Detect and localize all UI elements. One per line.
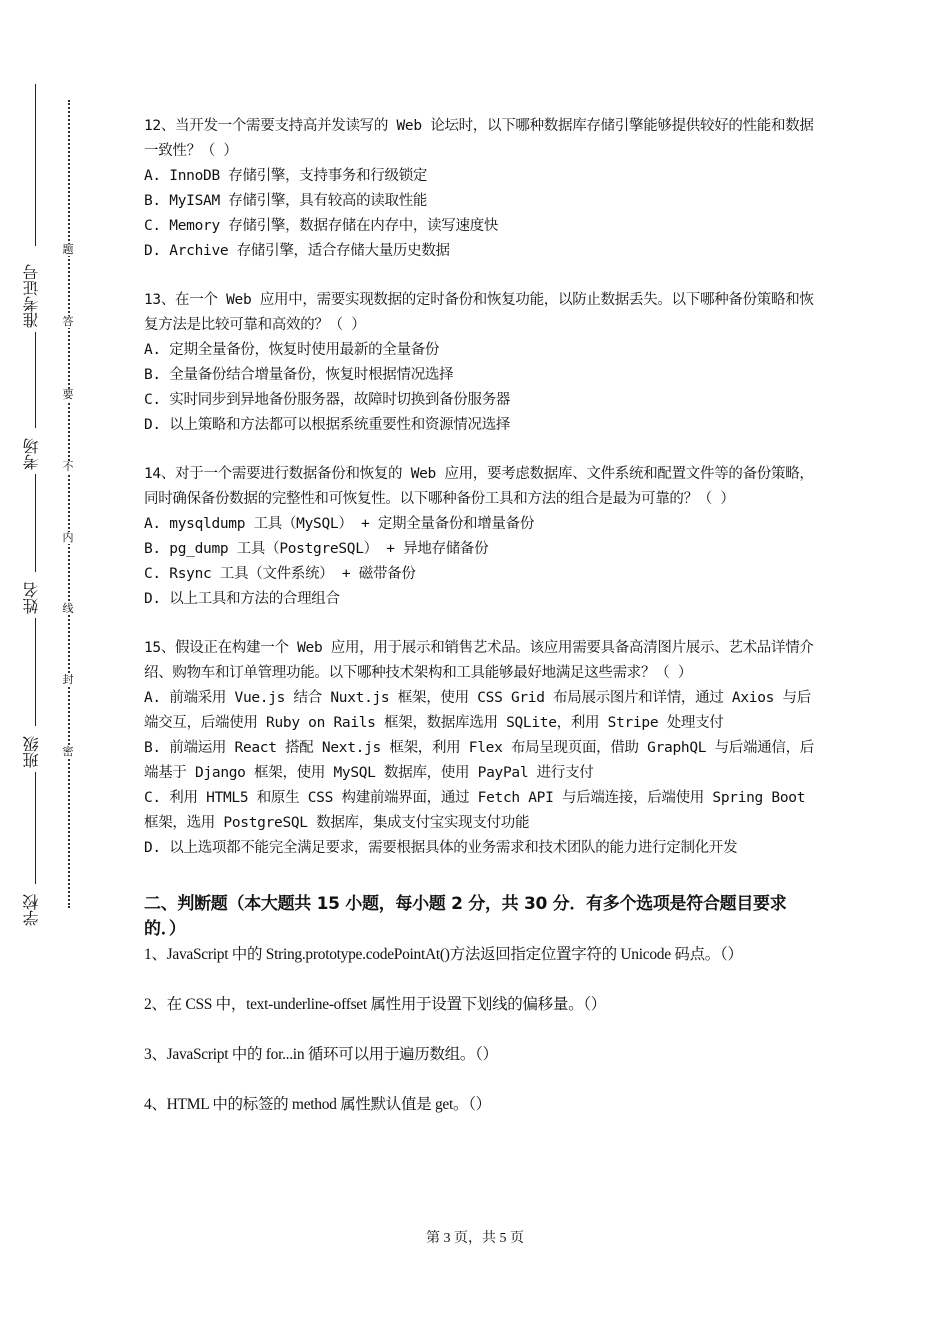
option-b: B. 全量备份结合增量备份，恢复时根据情况选择 (144, 367, 454, 383)
page-footer: 第 3 页，共 5 页 (426, 1231, 524, 1246)
seal-word: 线 (62, 602, 74, 615)
option-d: D. 以上工具和方法的合理组合 (144, 591, 340, 607)
option-a: A. InnoDB 存储引擎，支持事务和行级锁定 (144, 168, 428, 184)
true-false-item: 2、在 CSS 中，text-underline-offset 属性用于设置下划线的偏移量。（） (144, 996, 606, 1013)
seal-word: 不 (62, 460, 74, 473)
option-c: C. 实时同步到异地备份服务器，故障时切换到备份服务器 (144, 392, 511, 408)
question-stem: 15、假设正在构建一个 Web 应用，用于展示和销售艺术品。该应用需要具备高清图片展示、艺术品详情介绍、购物车和订单管理功能。以下哪种技术架构和工具能够最好地满足这些需求？（ ） (144, 640, 814, 681)
exam-content (144, 114, 814, 1142)
option-a: A. 定期全量备份，恢复时使用最新的全量备份 (144, 342, 440, 358)
question-stem: 14、对于一个需要进行数据备份和恢复的 Web 应用，要考虑数据库、文件系统和配置文件等的备份策略，同时确保备份数据的完整性和可恢复性。以下哪种备份工具和方法的组合是最为可靠的？（ ） (144, 466, 814, 507)
true-false-item: 3、JavaScript 中的 for...in 循环可以用于遍历数组。（） (144, 1046, 498, 1063)
school-label: 学校 (22, 894, 41, 926)
option-d: D. 以上策略和方法都可以根据系统重要性和资源情况选择 (144, 417, 511, 433)
name-label: 姓名 (22, 582, 41, 614)
option-b: B. MyISAM 存储引擎，具有较高的读取性能 (144, 193, 428, 209)
option-d: D. 以上选项都不能完全满足要求，需要根据具体的业务需求和技术团队的能力进行定制化开发 (144, 840, 738, 856)
question-13 (144, 288, 814, 438)
binding-line (35, 474, 36, 572)
seal-word: 封 (62, 673, 74, 686)
exam-room-label: 考场 (22, 438, 41, 470)
seal-dotted-line (68, 100, 70, 908)
seal-word: 密 (62, 745, 74, 758)
seal-word: 答 (62, 315, 74, 328)
binding-line (35, 84, 36, 246)
option-b: B. 前端运用 React 搭配 Next.js 框架，利用 Flex 布局呈现页面，借助 GraphQL 与后端通信，后端基于 Django 框架，使用 MySQL 数据库，使用 PayPal 进行支付 (144, 740, 815, 781)
binding-line (35, 772, 36, 884)
option-a: A. mysqldump 工具（MySQL） + 定期全量备份和增量备份 (144, 516, 535, 532)
question-15 (144, 636, 814, 861)
binding-line (35, 332, 36, 428)
question-stem: 13、在一个 Web 应用中，需要实现数据的定时备份和恢复功能，以防止数据丢失。以下哪种备份策略和恢复方法是比较可靠和高效的？（ ） (144, 292, 814, 333)
option-a: A. 前端采用 Vue.js 结合 Nuxt.js 框架，使用 CSS Grid 布局展示图片和详情，通过 Axios 与后端交互，后端使用 Ruby on Rails 框架，数据库选用 SQLite，利用 Stripe 处理支付 (144, 690, 811, 731)
question-stem: 12、当开发一个需要支持高并发读写的 Web 论坛时，以下哪种数据库存储引擎能够提供较好的性能和数据一致性？（ ） (144, 118, 814, 159)
question-12 (144, 114, 814, 264)
section-title-true-false: 二、判断题（本大题共 15 小题，每小题 2 分，共 30 分．有多个选项是符合题目要求的．） (144, 894, 787, 939)
binding-line (35, 618, 36, 726)
seal-word: 内 (62, 531, 74, 544)
exam-number-label: 准考证号 (22, 264, 41, 328)
option-d: D. Archive 存储引擎，适合存储大量历史数据 (144, 243, 450, 259)
true-false-item: 4、HTML 中的标签的 method 属性默认值是 get。（） (144, 1096, 491, 1113)
option-c: C. 利用 HTML5 和原生 CSS 构建前端界面，通过 Fetch API 与后端连接，后端使用 Spring Boot 框架，选用 PostgreSQL 数据库，集成支付宝实现支付功能 (144, 790, 806, 831)
option-c: C. Memory 存储引擎，数据存储在内存中，读写速度快 (144, 218, 499, 234)
question-14 (144, 462, 814, 612)
true-false-item: 1、JavaScript 中的 String.prototype.codePointAt()方法返回指定位置字符的 Unicode 码点。（） (144, 946, 743, 963)
class-label: 班级 (22, 736, 41, 768)
option-c: C. Rsync 工具（文件系统） + 磁带备份 (144, 566, 416, 582)
seal-word: 题 (62, 243, 74, 256)
seal-word: 要 (62, 388, 74, 401)
option-b: B. pg_dump 工具（PostgreSQL） + 异地存储备份 (144, 541, 489, 557)
